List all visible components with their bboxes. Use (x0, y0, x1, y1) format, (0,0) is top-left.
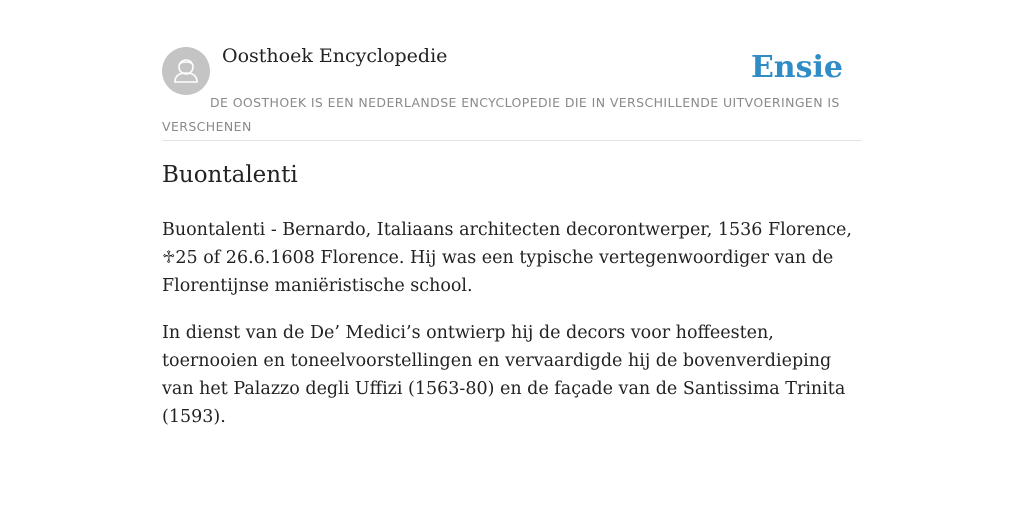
page (162, 0, 862, 427)
header (162, 0, 862, 141)
article-body (162, 216, 862, 450)
article-title: Buontalenti (162, 162, 298, 188)
user-silhouette-icon (162, 47, 210, 95)
article-paragraph: In dienst van de De’ Medici’s ontwierp hij de decors voor hoffeesten, toernooien en toneelvoorstellingen en vervaardigde hij de bovenverdieping van het Palazzo degli Uffizi (1563-80) en de façade van de Santissima Trinita (1593). (162, 323, 846, 427)
source-name[interactable]: Oosthoek Encyclopedie (222, 45, 448, 67)
brand-logo[interactable]: Ensie (750, 50, 843, 85)
source-avatar[interactable] (162, 47, 210, 95)
article-paragraph: Buontalenti - Bernardo, Italiaans architecten decorontwerper, 1536 Florence, ♱25 of 26.6.1608 Florence. Hij was een typische vertegenwoordiger van de Florentijnse maniëristische school. (162, 220, 852, 296)
source-tagline: DE OOSTHOEK IS EEN NEDERLANDSE ENCYCLOPEDIE DIE IN VERSCHILLENDE UITVOERINGEN IS VERSCHENEN (162, 95, 840, 134)
